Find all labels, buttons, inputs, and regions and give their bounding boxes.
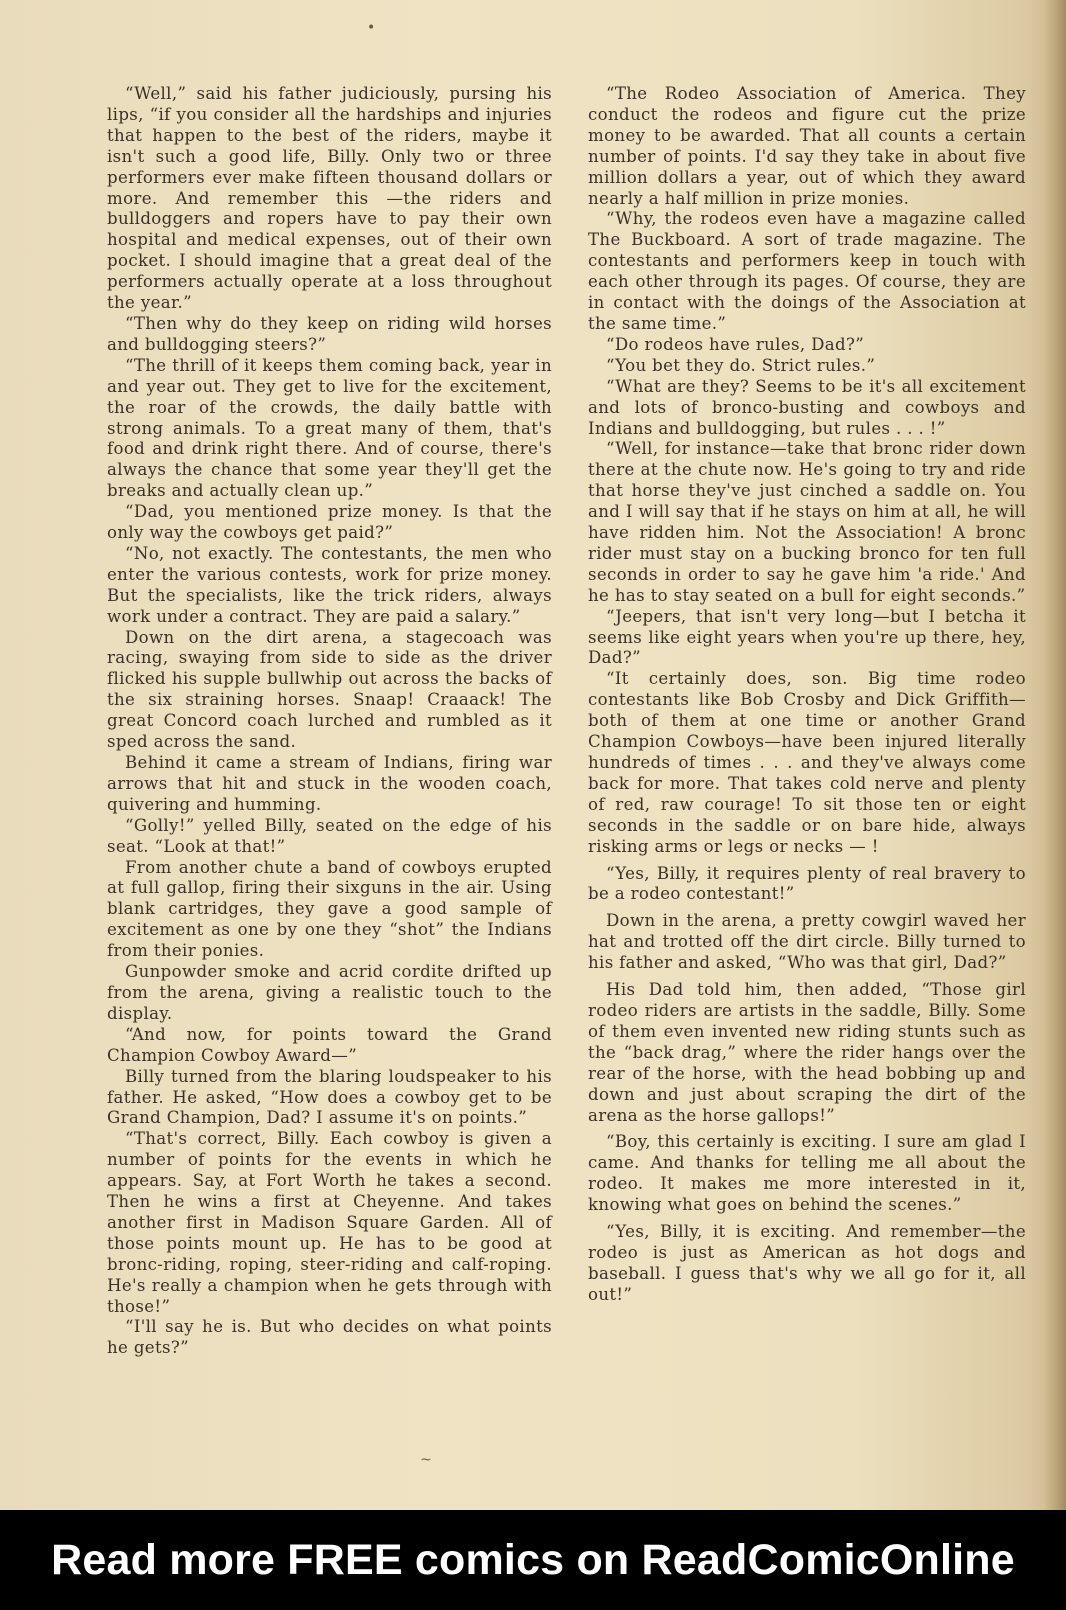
paragraph: Down in the arena, a pretty cowgirl waved her hat and trotted off the dirt circle. Billy turned to his father and asked, “Who was that girl, Dad?” bbox=[588, 911, 1026, 973]
paragraph: Gunpowder smoke and acrid cordite drifted up from the arena, giving a realistic touch to the display. bbox=[107, 962, 552, 1023]
paragraph: Down on the dirt arena, a stagecoach was racing, swaying from side to side as the driver flicked his supple bullwhip out across the backs of the six straining horses. Snaap! Craaack! The great Concord coach lurched and rumbled as it sped across the sand. bbox=[107, 627, 552, 752]
paragraph: His Dad told him, then added, “Those girl rodeo riders are artists in the saddle, Billy. Some of them even invented new riding stunts such as the “back drag,” where the rider hangs over the rear of the horse, with the head bobbing up and down and just about scraping the dirt of the arena as the horse gallops!” bbox=[588, 980, 1026, 1125]
paragraph: Behind it came a stream of Indians, firing war arrows that hit and stuck in the wooden coach, quivering and humming. bbox=[107, 753, 552, 814]
paragraph: “The thrill of it keeps them coming back, year in and year out. They get to live for the excitement, the roar of the crowds, the daily battle with strong animals. To a great many of them, that's food and drink right there. And of course, there's always the chance that some year they'll get the breaks and actually clean up.” bbox=[107, 355, 552, 501]
paragraph: “No, not exactly. The contestants, the men who enter the various contests, work for prize money. But the specialists, like the trick riders, always work under a contract. They are paid a salary.” bbox=[107, 543, 552, 626]
paragraph: “Why, the rodeos even have a magazine called The Buckboard. A sort of trade magazine. The contestants and performers keep in touch with each other through its pages. Of course, they are in contact with the doings of the Association at the same time.” bbox=[588, 209, 1026, 333]
paragraph: “Boy, this certainly is exciting. I sure am glad I came. And thanks for telling me all about the rodeo. It makes me more interested in it, knowing what goes on behind the scenes.” bbox=[588, 1132, 1026, 1215]
paragraph: Billy turned from the blaring loudspeaker to his father. He asked, “How does a cowboy get to be Grand Champion, Dad? I assume it's on points.” bbox=[107, 1066, 552, 1128]
left-text-column bbox=[107, 84, 552, 1359]
paragraph: “Well, for instance—take that bronc rider down there at the chute now. He's going to try and ride that horse they've just cinched a saddle on. You and I will say that if he stays on him at all, he will have ridden him. Not the Association! A bronc rider must stay on a bucking bronco for ten full seconds in order to say he gave him 'a ride.' And he has to stay seated on a bull for eight seconds.” bbox=[588, 439, 1026, 605]
paragraph: “That's correct, Billy. Each cowboy is given a number of points for the events in which he appears. Say, at Fort Worth he takes a second. Then he wins a first at Cheyenne. And takes another first in Madison Square Garden. All of those points mount up. He has to be good at bronc-riding, roping, steer-riding and calf-roping. He's really a champion when he gets through with those!” bbox=[107, 1129, 552, 1316]
paragraph: “The Rodeo Association of America. They conduct the rodeos and figure cut the prize money to be awarded. That all counts a certain number of points. I'd say they take in about five million dollars a year, out of which they award nearly a half million in prize monies. bbox=[588, 84, 1026, 208]
paragraph: “And now, for points toward the Grand Champion Cowboy Award—” bbox=[107, 1024, 552, 1065]
paragraph: “Yes, Billy, it is exciting. And remember—the rodeo is just as American as hot dogs and baseball. I guess that's why we all go for it, all out!” bbox=[588, 1222, 1026, 1304]
paragraph: “Dad, you mentioned prize money. Is that the only way the cowboys get paid?” bbox=[107, 502, 552, 543]
paragraph: “You bet they do. Strict rules.” bbox=[606, 355, 876, 375]
paragraph: “It certainly does, son. Big time rodeo contestants like Bob Crosby and Dick Griffith—both of them at one time or another Grand Champion Cowboys—have been injured literally hundreds of times . . . and they've always come back for more. That takes cold nerve and plenty of red, raw courage! To sit those ten or eight seconds in the saddle or on bare hide, always risking arms or legs or necks — ! bbox=[588, 669, 1026, 856]
page-edge-shadow bbox=[1044, 0, 1066, 1510]
paragraph: “Then why do they keep on riding wild horses and bulldogging steers?” bbox=[107, 313, 552, 354]
paragraph: “Jeepers, that isn't very long—but I betcha it seems like eight years when you're up there, hey, Dad?” bbox=[588, 606, 1026, 668]
promo-banner[interactable] bbox=[0, 1510, 1066, 1610]
paragraph: “What are they? Seems to be it's all excitement and lots of bronco-busting and cowboys and Indians and bulldogging, but rules . . . !” bbox=[588, 376, 1026, 438]
print-speck: • bbox=[367, 20, 376, 36]
paragraph: “I'll say he is. But who decides on what points he gets?” bbox=[107, 1317, 552, 1358]
right-text-column bbox=[588, 84, 1026, 1306]
paragraph: “Do rodeos have rules, Dad?” bbox=[606, 334, 865, 354]
print-speck: ~ bbox=[420, 1452, 432, 1468]
promo-banner-text[interactable]: Read more FREE comics on ReadComicOnline bbox=[51, 1535, 1015, 1584]
paragraph: From another chute a band of cowboys erupted at full gallop, firing their sixguns in the air. Using blank cartridges, they gave a good sample of excitement as one by one they “shot” the Indians from their ponies. bbox=[107, 857, 552, 961]
paragraph: “Golly!” yelled Billy, seated on the edge of his seat. “Look at that!” bbox=[107, 815, 552, 856]
paragraph: “Yes, Billy, it requires plenty of real bravery to be a rodeo contestant!” bbox=[588, 863, 1026, 904]
paragraph: “Well,” said his father judiciously, pursing his lips, “if you consider all the hardships and injuries that happen to the best of the riders, maybe it isn't such a good life, Billy. Only two or three performers ever make fifteen thousand dollars or more. And remember this —the riders and bulldoggers and ropers have to pay their own hospital and medical expenses, out of their own pocket. I should imagine that a great deal of the performers actually operate at a loss throughout the year.” bbox=[107, 84, 552, 313]
